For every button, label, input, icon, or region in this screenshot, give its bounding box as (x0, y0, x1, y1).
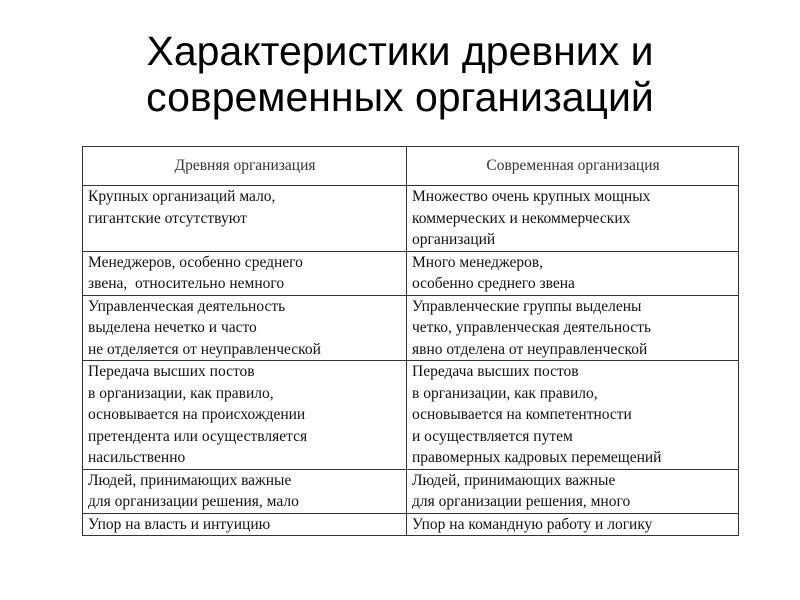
cell-line: Упор на командную работу и логику (412, 515, 653, 533)
title-line-1: Характеристики древних и (146, 28, 654, 74)
cell-ancient (83, 469, 407, 513)
table-header-row (83, 147, 739, 186)
cell-line: насильственно (88, 449, 186, 466)
cell-line: Множество очень крупных мощных (412, 188, 651, 205)
cell-line: явно отделена от неуправленческой (412, 340, 648, 358)
cell-line: для организации решения, много (412, 493, 631, 510)
cell-line: выделена нечетко и часто (88, 319, 257, 336)
table-row (83, 295, 739, 361)
cell-line: четко, управленческая деятельность (412, 319, 652, 336)
table-row (83, 251, 739, 295)
header-ancient-organization: Древняя организация (83, 147, 407, 186)
cell-line: Передача высших постов (412, 363, 579, 380)
cell-modern (407, 513, 739, 536)
cell-line: Управленческие группы выделены (412, 297, 642, 315)
cell-modern (407, 469, 739, 513)
cell-line: в организации, как правило, (88, 384, 274, 402)
cell-ancient (83, 251, 407, 295)
cell-line: для организации решения, мало (88, 493, 299, 510)
comparison-table (82, 146, 739, 536)
slide-title (0, 28, 800, 120)
cell-line: в организации, как правило, (412, 384, 598, 402)
cell-line: гигантские отсутствуют (88, 209, 247, 227)
table-row (83, 469, 739, 513)
cell-line: правомерных кадровых перемещений (412, 449, 662, 466)
cell-ancient (83, 186, 407, 252)
title-line-2: современных организаций (146, 74, 654, 120)
cell-line: Передача высших постов (88, 363, 255, 380)
cell-line: организаций (412, 231, 496, 248)
cell-modern (407, 361, 739, 470)
table-row (83, 361, 739, 470)
cell-ancient (83, 295, 407, 361)
cell-line: Людей, принимающих важные (412, 471, 616, 489)
cell-line: основывается на компетентности (412, 406, 632, 423)
cell-line: звена, относительно немного (88, 275, 285, 292)
cell-line: Людей, принимающих важные (88, 471, 292, 489)
cell-modern (407, 251, 739, 295)
cell-modern (407, 295, 739, 361)
cell-line: Много менеджеров, (412, 253, 544, 271)
cell-line: Крупных организаций мало, (88, 188, 276, 205)
cell-line: Управленческая деятельность (88, 297, 286, 315)
cell-ancient (83, 361, 407, 470)
cell-line: не отделяется от неуправленческой (88, 340, 321, 358)
cell-line: Менеджеров, особенно среднего (88, 253, 303, 271)
table-row (83, 513, 739, 536)
cell-line: коммерческих и некоммерческих (412, 209, 631, 227)
cell-line: Упор на власть и интуицию (88, 515, 271, 533)
cell-line: и осуществляется путем (412, 427, 573, 445)
cell-ancient (83, 513, 407, 536)
cell-line: претендента или осуществляется (88, 427, 308, 445)
cell-line: особенно среднего звена (412, 275, 575, 292)
cell-line: основывается на происхождении (88, 406, 306, 423)
cell-modern (407, 186, 739, 252)
header-modern-organization: Современная организация (407, 147, 739, 186)
table-row (83, 186, 739, 252)
